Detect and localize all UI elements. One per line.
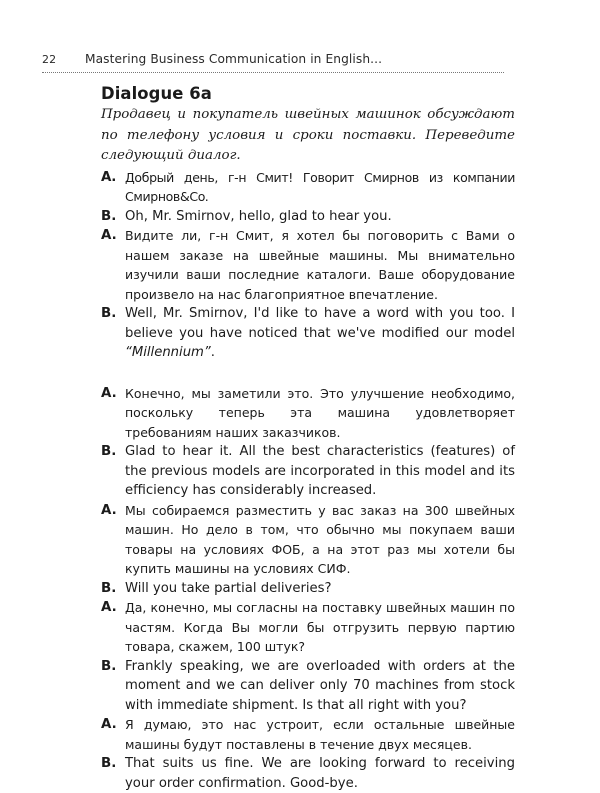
line-text: Will you take partial deliveries? <box>125 580 332 596</box>
line-text: Да, конечно, мы согласны на поставку швейных машин по частям. Когда Вы могли бы отгрузить первую партию товара, скажем, 100 штук? <box>125 600 515 654</box>
speaker-label: A. <box>101 385 117 401</box>
speaker-label: B. <box>101 444 117 459</box>
speaker-label: A. <box>101 717 117 732</box>
speaker-label: A. <box>101 228 117 243</box>
speaker-label: A. <box>101 502 117 518</box>
dialogue-instruction: Продавец и покупатель швейных машинок обсуждают по телефону условия и сроки поставки. Переведите следующий диалог. <box>101 107 515 163</box>
model-name: “Millennium” <box>125 345 211 360</box>
speaker-label: B. <box>101 756 117 771</box>
dialogue-line <box>101 384 515 443</box>
speaker-label: B. <box>101 658 117 674</box>
dialogue-line <box>101 207 515 227</box>
line-text <box>125 304 515 363</box>
line-text: Видите ли, г-н Смит, я хотел бы поговорить с Вами о нашем заказе на швейные машины. Мы внимательно изучили ваши последние каталоги. Ваше оборудование произвело на нас благоприятное впечатление. <box>125 228 515 302</box>
dialogue-line <box>101 598 515 657</box>
dialogue-line <box>101 657 515 716</box>
page-number: 22 <box>42 53 57 66</box>
speaker-label: B. <box>101 306 117 321</box>
dialogue-line <box>101 442 515 501</box>
speaker-label: A. <box>101 169 116 185</box>
line-text: Я думаю, это нас устроит, если остальные швейные машины будут поставлены в течение двух месяцев. <box>125 717 515 752</box>
running-header <box>42 52 382 66</box>
dialogue-line <box>101 754 515 793</box>
line-text: Добрый день, г-н Смит! Говорит Смирнов из компании Смирнов&Co. <box>125 169 515 204</box>
dialogue-title: Dialogue 6a <box>101 84 212 103</box>
dialogue-line <box>101 501 515 579</box>
dialogue-section <box>101 84 515 793</box>
line-text: Frankly speaking, we are overloaded with orders at the moment and we can deliver only 70 machines from stock with immediate shipment. Is that all right with you? <box>125 658 515 713</box>
speaker-label: B. <box>101 580 117 596</box>
dialogue-line <box>101 579 515 599</box>
header-divider <box>42 72 504 73</box>
line-text-main: Well, Mr. Smirnov, I'd like to have a word with you too. I believe you have noticed that we've modified our model <box>125 306 515 341</box>
line-text: Glad to hear it. All the best characteristics (features) of the previous models are incorporated in this model and its efficiency has considerably increased. <box>125 444 515 498</box>
running-title: Mastering Business Communication in English... <box>85 52 383 66</box>
speaker-label: A. <box>101 600 117 615</box>
line-text: Мы собираемся разместить у вас заказ на 300 швейных машин. Но дело в том, что обычно мы покупаем ваши товары на условиях ФОБ, а на этот раз мы хотели бы купить машины на условиях СИФ. <box>125 502 515 576</box>
dialogue-line <box>101 226 515 304</box>
dialogue-line <box>101 304 515 363</box>
line-text: Oh, Mr. Smirnov, hello, glad to hear you. <box>125 208 392 224</box>
dialogue-line <box>101 715 515 754</box>
dialogue-line <box>101 168 515 207</box>
line-text: That suits us fine. We are looking forward to receiving your order confirmation. Good-bye. <box>125 756 515 791</box>
line-text: Конечно, мы заметили это. Это улучшение необходимо, поскольку теперь эта машина удовлетворяет требованиям наших заказчиков. <box>125 385 515 440</box>
line-text-tail: . <box>210 345 215 360</box>
speaker-label: B. <box>101 208 117 224</box>
